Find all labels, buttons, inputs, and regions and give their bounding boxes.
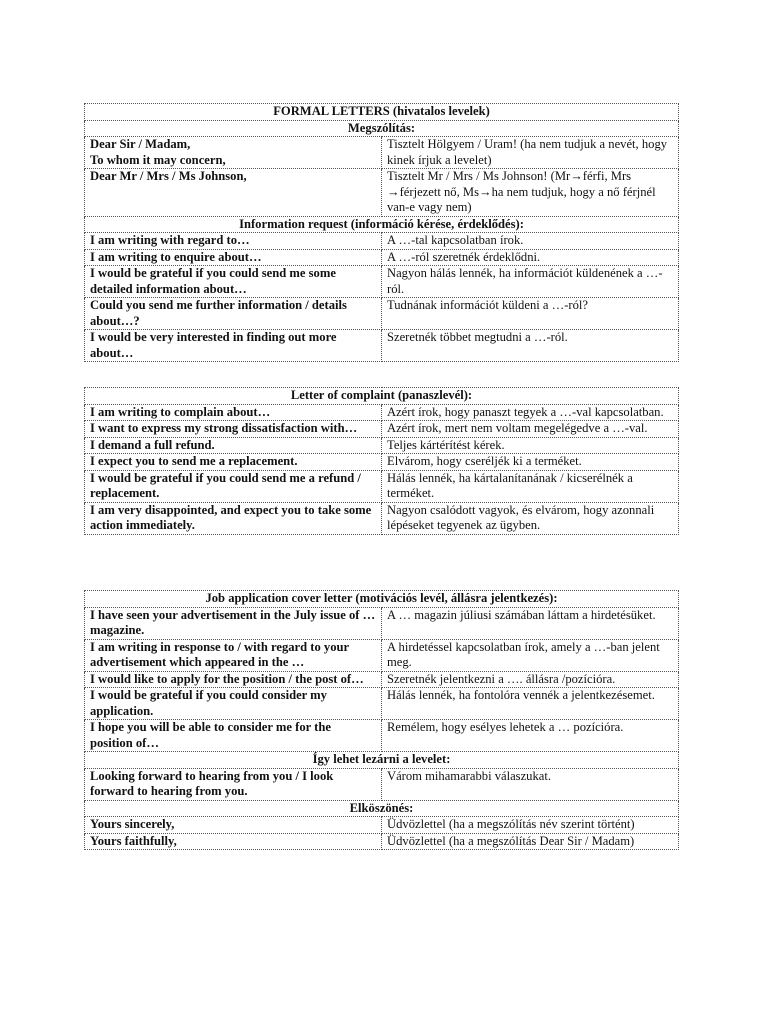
table-row (85, 437, 679, 454)
table-row (85, 833, 679, 850)
table-row (85, 421, 679, 438)
hungarian-translation: A … magazin júliusi számában láttam a hirdetésüket. (382, 607, 679, 639)
section-heading: Information request (információ kérése, érdeklődés): (85, 216, 679, 233)
hungarian-translation: Teljes kártérítést kérek. (382, 437, 679, 454)
table-row (85, 671, 679, 688)
table-row (85, 454, 679, 471)
english-phrase: I expect you to send me a replacement. (85, 454, 382, 471)
job-application-table (84, 590, 679, 850)
hungarian-translation: Szeretnék jelentkezni a …. állásra /pozícióra. (382, 671, 679, 688)
table-row (85, 768, 679, 800)
hungarian-translation: Elvárom, hogy cseréljék ki a terméket. (382, 454, 679, 471)
english-phrase: Dear Mr / Mrs / Ms Johnson, (85, 169, 382, 217)
hungarian-translation: Tisztelt Hölgyem / Uram! (ha nem tudjuk a nevét, hogy kinek írjuk a levelet) (382, 137, 679, 169)
formal-letters-table (84, 103, 679, 362)
table-row (85, 137, 679, 169)
english-phrase: I have seen your advertisement in the July issue of … magazine. (85, 607, 382, 639)
english-phrase: I am writing to complain about… (85, 404, 382, 421)
english-phrase: I hope you will be able to consider me for the position of… (85, 720, 382, 752)
table-row (85, 720, 679, 752)
english-phrase: I am writing with regard to… (85, 233, 382, 250)
hungarian-translation: A …-tal kapcsolatban írok. (382, 233, 679, 250)
hungarian-translation: Üdvözlettel (ha a megszólítás Dear Sir / Madam) (382, 833, 679, 850)
english-phrase: Yours faithfully, (85, 833, 382, 850)
english-phrase: I am writing to enquire about… (85, 249, 382, 266)
hungarian-translation: Nagyon csalódott vagyok, és elvárom, hogy azonnali lépéseket tegyenek az ügyben. (382, 502, 679, 534)
hungarian-translation: Üdvözlettel (ha a megszólítás név szerint történt) (382, 817, 679, 834)
table-row (85, 233, 679, 250)
english-phrase: I would like to apply for the position / the post of… (85, 671, 382, 688)
table-row (85, 607, 679, 639)
hungarian-translation: Tudnának információt küldeni a …-ról? (382, 298, 679, 330)
english-phrase: I would be grateful if you could consider my application. (85, 688, 382, 720)
hungarian-translation: Hálás lennék, ha kártalanítanának / kicserélnék a terméket. (382, 470, 679, 502)
table-row (85, 817, 679, 834)
table-row (85, 330, 679, 362)
english-phrase: I would be grateful if you could send me some detailed information about… (85, 266, 382, 298)
english-phrase: I would be grateful if you could send me a refund / replacement. (85, 470, 382, 502)
hungarian-translation: A hirdetéssel kapcsolatban írok, amely a …-ban jelent meg. (382, 639, 679, 671)
hungarian-translation: Hálás lennék, ha fontolóra vennék a jelentkezésemet. (382, 688, 679, 720)
table-row (85, 502, 679, 534)
table-row (85, 688, 679, 720)
hungarian-translation: A …-ról szeretnék érdeklődni. (382, 249, 679, 266)
table-title: FORMAL LETTERS (hivatalos levelek) (85, 104, 679, 121)
english-phrase: Looking forward to hearing from you / I look forward to hearing from you. (85, 768, 382, 800)
table-row (85, 169, 679, 217)
table-row (85, 639, 679, 671)
hungarian-translation: Azért írok, hogy panaszt tegyek a …-val kapcsolatban. (382, 404, 679, 421)
english-phrase: I would be very interested in finding out more about… (85, 330, 382, 362)
table-row (85, 249, 679, 266)
english-phrase: I am very disappointed, and expect you to take some action immediately. (85, 502, 382, 534)
english-phrase: Dear Sir / Madam, To whom it may concern, (85, 137, 382, 169)
section-heading: Így lehet lezárni a levelet: (85, 752, 679, 769)
hungarian-translation: Azért írok, mert nem voltam megelégedve a …-val. (382, 421, 679, 438)
hungarian-translation: Remélem, hogy esélyes lehetek a … pozícióra. (382, 720, 679, 752)
hungarian-translation: Nagyon hálás lennék, ha információt küldenének a …-ról. (382, 266, 679, 298)
table-row (85, 266, 679, 298)
table-row (85, 404, 679, 421)
section-heading: Job application cover letter (motivációs levél, állásra jelentkezés): (85, 591, 679, 608)
english-phrase: I demand a full refund. (85, 437, 382, 454)
english-phrase: Yours sincerely, (85, 817, 382, 834)
english-phrase: I want to express my strong dissatisfaction with… (85, 421, 382, 438)
table-row (85, 298, 679, 330)
english-phrase: Could you send me further information / details about…? (85, 298, 382, 330)
hungarian-translation: Szeretnék többet megtudni a …-ról. (382, 330, 679, 362)
english-phrase: I am writing in response to / with regard to your advertisement which appeared in the … (85, 639, 382, 671)
table-row (85, 470, 679, 502)
complaint-letter-table (84, 387, 679, 535)
section-heading: Elköszönés: (85, 800, 679, 817)
hungarian-translation: Várom mihamarabbi válaszukat. (382, 768, 679, 800)
section-heading: Megszólítás: (85, 120, 679, 137)
hungarian-translation: Tisztelt Mr / Mrs / Ms Johnson! (Mr→férfi, Mrs →férjezett nő, Ms→ha nem tudjuk, hogy a nő férjnél van-e vagy nem) (382, 169, 679, 217)
section-heading: Letter of complaint (panaszlevél): (85, 388, 679, 405)
